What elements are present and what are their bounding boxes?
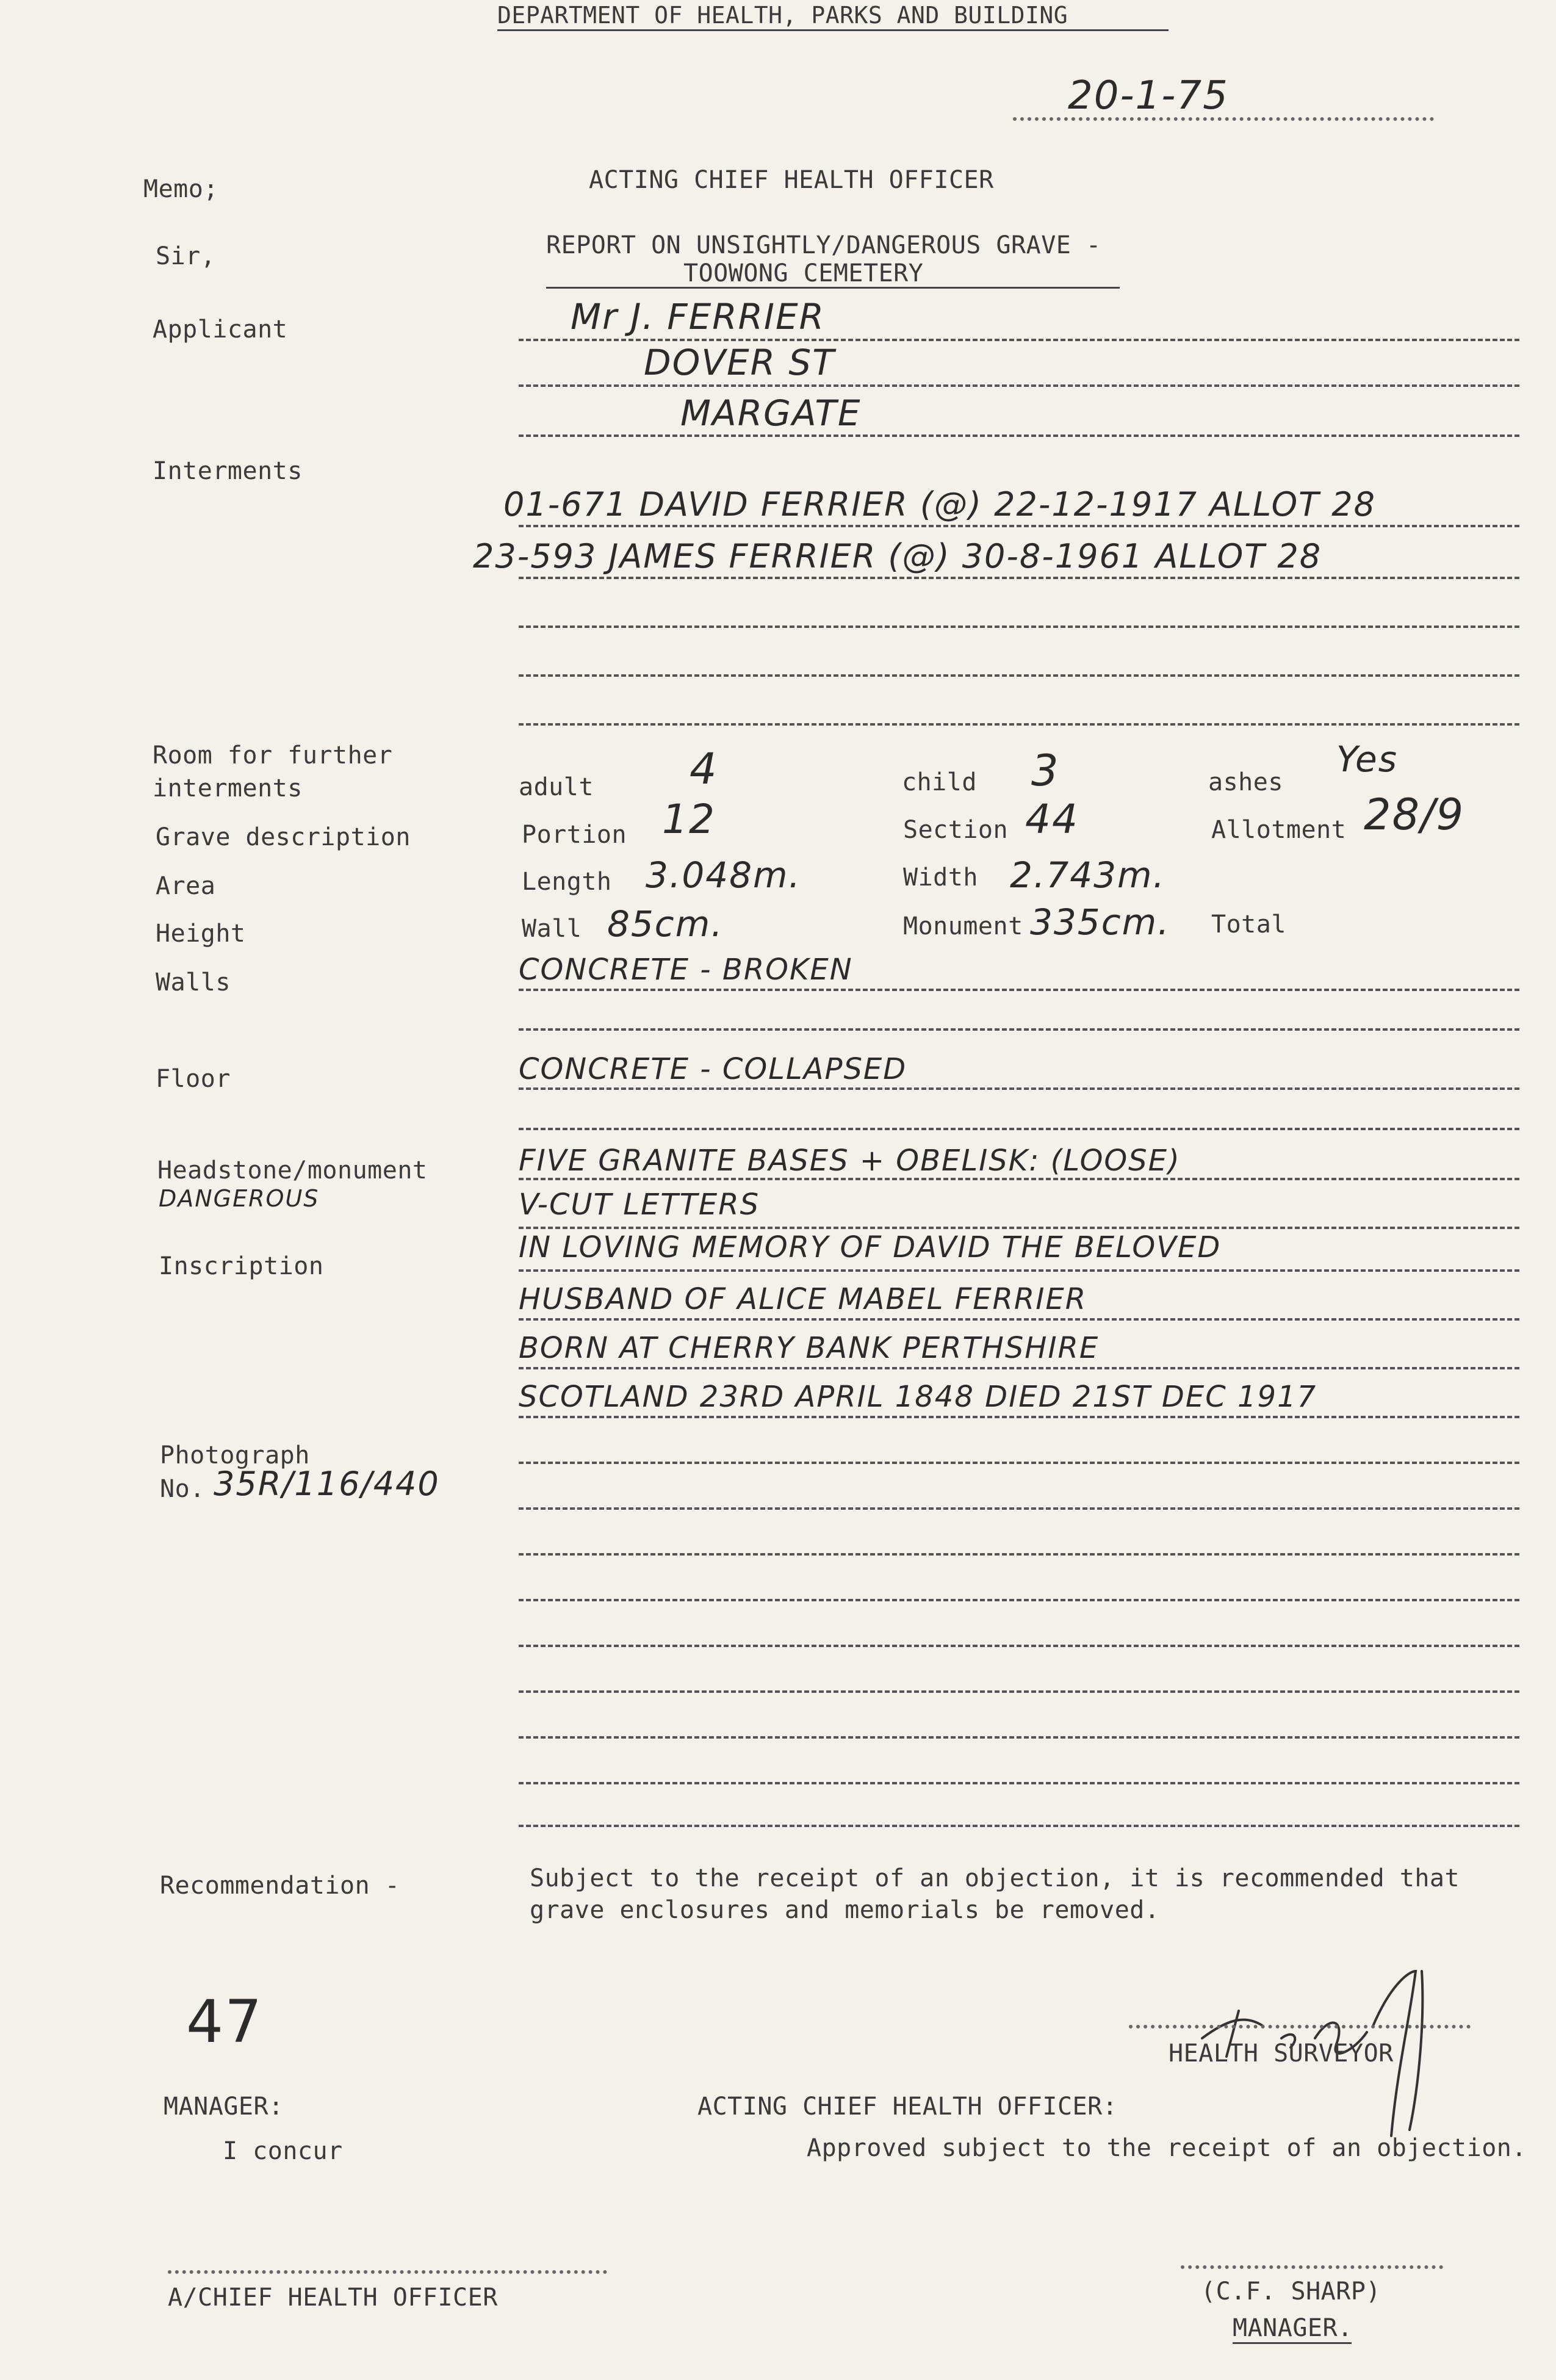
interment-1: 01-671 DAVID FERRIER (@) 22-12-1917 ALLOT 28 [503,485,1376,524]
inscription-line-1: IN LOVING MEMORY OF DAVID THE BELOVED [519,1230,1222,1264]
acho-approval: Approved subject to the receipt of an objection. [807,2134,1527,2162]
blank-line-8 [519,1782,1519,1784]
footer-manager-title: MANAGER. [1233,2314,1353,2342]
applicant-label: Applicant [153,316,288,344]
adult-label: adult [519,773,594,801]
walls-line-1 [519,989,1519,991]
inscription-line-4: SCOTLAND 23RD APRIL 1848 DIED 21ST DEC 1917 [519,1380,1317,1414]
blank-line-3 [519,1553,1519,1556]
addressee: ACTING CHIEF HEALTH OFFICER [589,166,994,194]
floor-label: Floor [156,1065,231,1093]
floor-line-2 [519,1128,1519,1130]
recommendation-line-1: Subject to the receipt of an objection, it is recommended that [530,1864,1460,1892]
interments-line-3 [519,626,1519,628]
blank-line-7 [519,1736,1519,1739]
manager-title-underline [1233,2342,1352,2344]
chief-dotted-line [168,2270,607,2274]
grave-description-label: Grave description [156,823,411,851]
wall-value: 85cm. [607,903,724,945]
surveyor-title: HEALTH SURVEYOR [1169,2039,1394,2068]
section-label: Section [903,816,1009,844]
area-label: Area [156,872,216,900]
recommendation-label: Recommendation - [160,1872,400,1900]
inscription-rule-1 [519,1269,1519,1272]
applicant-line-2 [519,384,1519,387]
blank-line-4 [519,1599,1519,1601]
walls-value: CONCRETE - BROKEN [519,953,853,987]
manager-label: MANAGER: [164,2093,284,2121]
interments-line-4 [519,674,1519,677]
applicant-line-1 [519,339,1519,341]
inscription-rule-3 [519,1367,1519,1369]
room-label-line-1: Room for further [153,741,393,770]
floor-line-1 [519,1087,1519,1090]
photograph-number: 35R/116/440 [214,1465,440,1503]
date-value: 20-1-75 [1068,73,1229,118]
report-title: REPORT ON UNSIGHTLY/DANGEROUS GRAVE - [546,231,1101,259]
wall-label: Wall [522,915,582,943]
report-underline [546,287,1120,289]
floor-value: CONCRETE - COLLAPSED [519,1052,907,1086]
memo-label: Memo; [143,175,218,203]
ashes-label: ashes [1208,768,1283,796]
applicant-line-3 [519,435,1519,437]
applicant-name: Mr J. FERRIER [571,296,825,337]
interment-2: 23-593 JAMES FERRIER (@) 30-8-1961 ALLOT 28 [473,537,1322,575]
inscription-rule-4 [519,1416,1519,1418]
monument-value: 335cm. [1030,901,1170,943]
inscription-line-3: BORN AT CHERRY BANK PERTHSHIRE [519,1331,1100,1365]
ashes-value: Yes [1336,738,1398,780]
room-label-line-2: interments [153,774,303,802]
headstone-line-2 [519,1227,1519,1229]
department-underline [497,29,1169,31]
portion-value: 12 [662,796,716,843]
blank-line-5 [519,1645,1519,1647]
height-label: Height [156,920,246,948]
blank-line-9 [519,1825,1519,1827]
section-value: 44 [1025,796,1079,843]
allotment-value: 28/9 [1364,790,1465,840]
salutation: Sir, [156,242,216,270]
length-value: 3.048m. [646,854,801,896]
child-value: 3 [1031,746,1060,796]
photograph-no-label: No. [160,1475,205,1503]
allotment-label: Allotment [1211,816,1347,844]
applicant-street: DOVER ST [644,342,835,383]
manager-concur: I concur [223,2137,343,2165]
interments-line-5 [519,723,1519,726]
blank-line-2 [519,1507,1519,1510]
inscription-rule-2 [519,1318,1519,1321]
length-label: Length [522,868,612,896]
file-number-mark: 47 [186,1988,264,2056]
headstone-lettering: V-CUT LETTERS [519,1188,760,1222]
interments-label: Interments [153,457,303,485]
inscription-label: Inscription [159,1252,324,1280]
headstone-dangerous-note: DANGEROUS [159,1185,320,1212]
interments-line-1 [519,525,1519,527]
total-label: Total [1211,911,1286,939]
recommendation-line-2: grave enclosures and memorials be removed. [530,1896,1160,1924]
footer-manager-name: (C.F. SHARP) [1201,2277,1381,2306]
width-value: 2.743m. [1010,854,1165,896]
footer-chief-health-officer: A/CHIEF HEALTH OFFICER [168,2284,498,2312]
adult-value: 4 [690,744,718,794]
monument-label: Monument [903,912,1023,940]
date-dotted-line [1013,117,1434,121]
headstone-label: Headstone/monument [157,1156,428,1185]
blank-line-6 [519,1690,1519,1693]
photograph-label: Photograph [160,1441,310,1469]
applicant-suburb: MARGATE [680,392,862,434]
department-heading: DEPARTMENT OF HEALTH, PARKS AND BUILDING [497,2,1068,29]
width-label: Width [903,864,978,892]
headstone-line-1 [519,1178,1519,1180]
manager-dotted-line [1181,2265,1443,2269]
interments-line-2 [519,577,1519,579]
inscription-line-2: HUSBAND OF ALICE MABEL FERRIER [519,1282,1087,1316]
surveyor-dotted-line [1129,2025,1471,2028]
portion-label: Portion [522,821,627,849]
report-subtitle: TOOWONG CEMETERY [683,259,924,287]
blank-line-1 [519,1462,1519,1464]
child-label: child [902,768,977,796]
headstone-description: FIVE GRANITE BASES + OBELISK: (LOOSE) [519,1144,1181,1178]
acho-label: ACTING CHIEF HEALTH OFFICER: [697,2093,1118,2121]
walls-label: Walls [156,968,231,997]
walls-line-2 [519,1028,1519,1031]
